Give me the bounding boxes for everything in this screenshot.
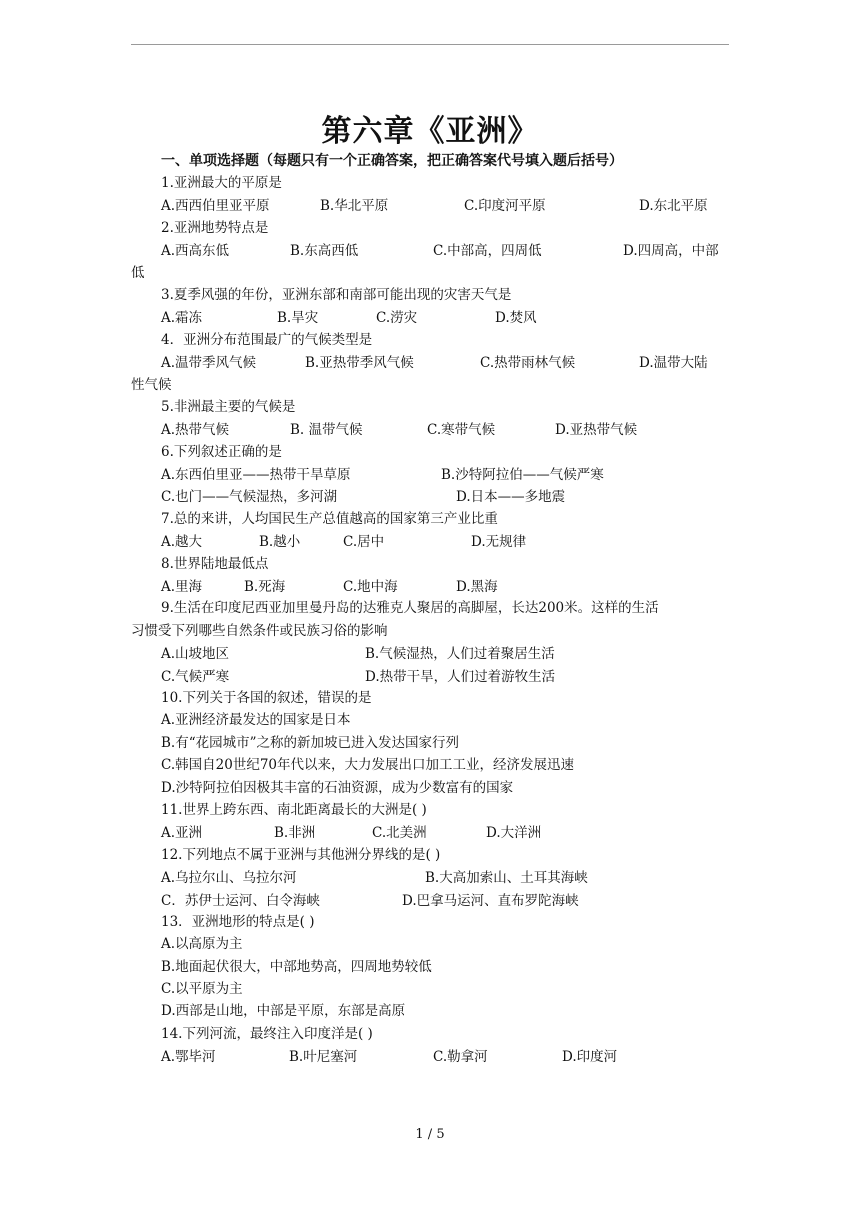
- option: C.勒拿河: [433, 1049, 488, 1066]
- option: B.沙特阿拉伯——气候严寒: [441, 467, 604, 484]
- option: B.亚热带季风气候: [305, 355, 414, 372]
- question-2-options: [131, 239, 731, 261]
- question-8-options: [131, 575, 731, 597]
- option: B.有“花园城市”之称的新加坡已进入发达国家行列: [161, 734, 460, 751]
- question-5: 5.非洲最主要的气候是: [161, 398, 296, 415]
- question-9-options: [131, 642, 731, 664]
- question-8: 8.世界陆地最低点: [161, 555, 269, 572]
- option: C.涝灾: [376, 310, 418, 327]
- option: B.非洲: [274, 825, 316, 842]
- option: A.霜冻: [161, 310, 203, 327]
- question-11-options: [131, 821, 731, 843]
- question-12-options-2: [131, 889, 731, 911]
- question-7-options: [131, 530, 731, 552]
- question-1: 1.亚洲最大的平原是: [161, 175, 282, 191]
- question-6-options: [131, 463, 731, 485]
- option-wrap: 性气候: [131, 376, 172, 393]
- option: C.印度河平原: [464, 198, 546, 215]
- header-rule: [131, 44, 729, 45]
- option: C.中部高，四周低: [433, 243, 542, 260]
- question-3: 3.夏季风强的年份，亚洲东部和南部可能出现的灾害天气是: [161, 286, 512, 303]
- option: D.无规律: [471, 534, 527, 551]
- option: A.西西伯里亚平原: [161, 198, 270, 215]
- question-2: 2.亚洲地势特点是: [161, 219, 269, 236]
- question-12: 12.下列地点不属于亚洲与其他洲分界线的是( ): [161, 846, 441, 863]
- question-14: 14.下列河流，最终注入印度洋是( ): [161, 1025, 373, 1042]
- page-title: 第六章《亚洲》: [321, 114, 539, 149]
- option: D.东北平原: [639, 198, 708, 215]
- option: D.大洋洲: [486, 825, 542, 842]
- option: B.叶尼塞河: [289, 1049, 358, 1066]
- question-6: 6.下列叙述正确的是: [161, 443, 282, 460]
- question-4: 4．亚洲分布范围最广的气候类型是: [161, 331, 373, 348]
- option: D.亚热带气候: [555, 422, 638, 439]
- option: A.热带气候: [161, 422, 230, 439]
- section-heading: 一、单项选择题（每题只有一个正确答案，把正确答案代号填入题后括号）: [161, 153, 623, 169]
- option: A.乌拉尔山、乌拉尔河: [161, 870, 297, 887]
- option: D.巴拿马运河、直布罗陀海峡: [402, 892, 579, 909]
- option: C.也门——气候湿热，多河湖: [161, 489, 338, 506]
- question-3-options: [131, 306, 731, 328]
- option-wrap: 低: [131, 264, 145, 281]
- option: A.西高东低: [161, 243, 230, 260]
- option: B.大高加索山、土耳其海峡: [425, 870, 588, 887]
- option: A.温带季风气候: [161, 355, 257, 372]
- option: B. 温带气候: [290, 422, 363, 439]
- option: C.地中海: [343, 579, 398, 596]
- option: D.沙特阿拉伯因极其丰富的石油资源，成为少数富有的国家: [161, 779, 514, 796]
- option: D.黑海: [456, 579, 498, 596]
- question-6-options-2: [131, 485, 731, 507]
- question-13: 13．亚洲地形的特点是( ): [161, 913, 315, 930]
- question-9-wrap: 习惯受下列哪些自然条件或民族习俗的影响: [131, 622, 388, 639]
- option: C.以平原为主: [161, 981, 243, 998]
- option: B.东高西低: [290, 243, 359, 260]
- question-5-options: [131, 418, 731, 440]
- option: C.韩国自20世纪70年代以来，大力发展出口加工工业，经济发展迅速: [161, 757, 574, 774]
- option: A.里海: [161, 579, 203, 596]
- question-9-options-2: [131, 665, 731, 687]
- option: B.旱灾: [277, 310, 319, 327]
- question-9: 9.生活在印度尼西亚加里曼丹岛的达雅克人聚居的高脚屋，长达200米。这样的生活: [161, 600, 659, 617]
- option: C.寒带气候: [427, 422, 496, 439]
- question-14-options: [131, 1045, 731, 1067]
- option: A.鄂毕河: [161, 1049, 216, 1066]
- option: A.越大: [161, 534, 203, 551]
- option: C．苏伊士运河、白令海峡: [161, 892, 320, 909]
- option: C.气候严寒: [161, 668, 230, 685]
- option: D.西部是山地，中部是平原，东部是高原: [161, 1003, 406, 1020]
- option: C.热带雨林气候: [480, 355, 576, 372]
- option: A.以高原为主: [161, 936, 243, 953]
- question-4-options: [131, 351, 731, 373]
- option: C.居中: [343, 534, 385, 551]
- option: B.地面起伏很大，中部地势高，四周地势较低: [161, 958, 432, 975]
- option: D.温带大陆: [639, 355, 708, 372]
- option: B.华北平原: [320, 198, 389, 215]
- option: D.日本——多地震: [456, 489, 566, 506]
- option: D.焚风: [495, 310, 537, 327]
- page-number: 1 / 5: [415, 1127, 445, 1142]
- option: B.越小: [259, 534, 301, 551]
- option: A.亚洲: [161, 825, 203, 842]
- option: D.四周高，中部: [623, 243, 719, 260]
- option: B.气候湿热，人们过着聚居生活: [365, 646, 555, 663]
- option: A.山坡地区: [161, 646, 230, 663]
- option: D.热带干旱，人们过着游牧生活: [365, 668, 556, 685]
- question-1-options: [131, 194, 731, 216]
- question-list: [131, 172, 731, 1068]
- question-11: 11.世界上跨东西、南北距离最长的大洲是( ): [161, 801, 427, 818]
- question-10: 10.下列关于各国的叙述，错误的是: [161, 689, 372, 706]
- option: A.亚洲经济最发达的国家是日本: [161, 712, 351, 729]
- question-7: 7.总的来讲，人均国民生产总值越高的国家第三产业比重: [161, 510, 498, 527]
- question-12-options: [131, 866, 731, 888]
- option: C.北美洲: [372, 825, 427, 842]
- option: A.东西伯里亚——热带干旱草原: [161, 467, 351, 484]
- option: D.印度河: [562, 1049, 618, 1066]
- option: B.死海: [244, 579, 286, 596]
